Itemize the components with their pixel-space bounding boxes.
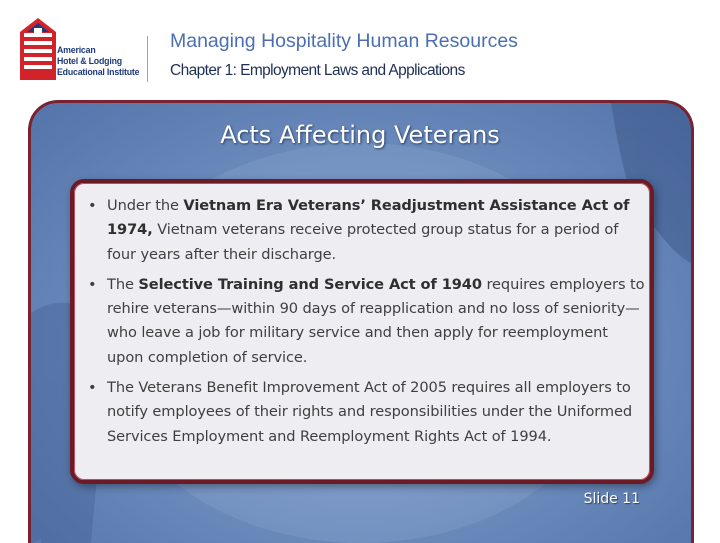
logo-text: American Hotel & Lodging Educational Institute [57,45,140,77]
bullet-text: The [107,275,139,293]
bullet-text: requires employers to rehire veterans—within 90 days of reapplication and no loss of seniority—who leave a job for military service and then apply for reemployment upon completion of service. [107,275,645,366]
bullet-list [86,194,646,455]
bullet-item [86,194,646,267]
bullet-text: Vietnam veterans receive protected group status for a period of four years after their discharge. [107,221,619,263]
slide-number: Slide 11 [583,491,640,507]
ahlei-logo [20,18,140,90]
header-divider [147,36,148,82]
bullet-bold-text: Selective Training and Service Act of 1940 [138,275,482,293]
logo-house-icon [20,18,56,80]
bullet-icon: • [88,379,97,397]
bullet-icon: • [88,197,97,214]
bullet-bold-text: Vietnam Era Veterans’ Readjustment Assistance Act of 1974, [107,197,630,239]
chapter-subtitle: Chapter 1: Employment Laws and Applications [170,62,465,79]
bullet-item [86,376,646,449]
bullet-text: Under the [107,197,184,214]
bullet-item [86,273,646,370]
course-title: Managing Hospitality Human Resources [170,30,518,52]
bullet-icon: • [88,275,97,293]
bullet-text: The Veterans Benefit Improvement Act of 2005 requires all employers to notify employees of their rights and responsibilities under the Uniformed Services Employment and Reemployment Rights Act of 1994. [107,379,633,445]
slide-title: Acts Affecting Veterans [220,121,500,149]
